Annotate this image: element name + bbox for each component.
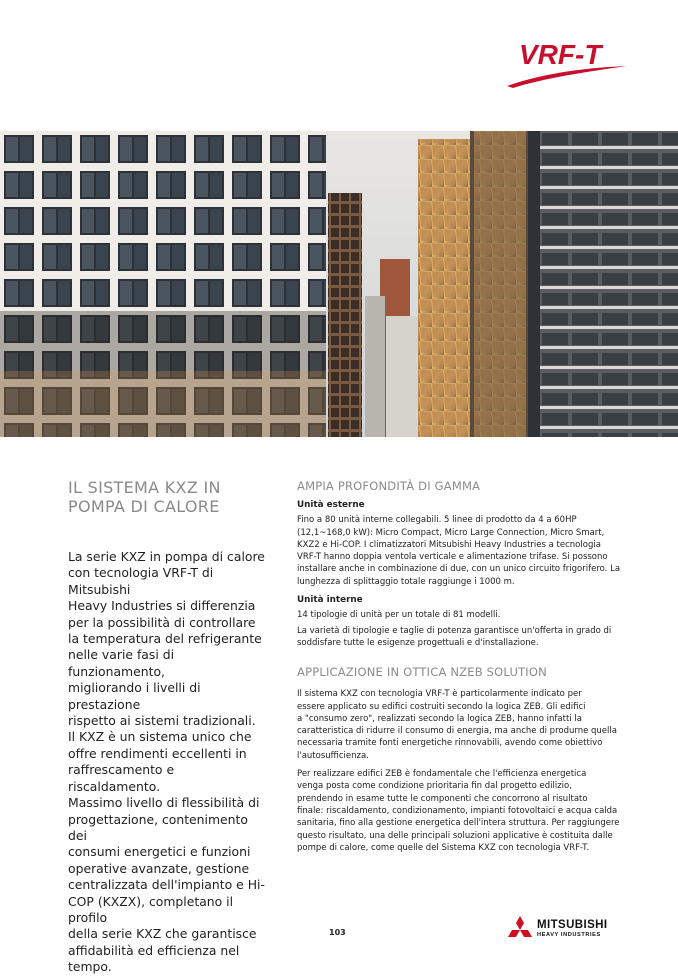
text-line: della serie KXZ che garantisce [68, 926, 257, 942]
paragraph-zeb-intro [297, 688, 639, 762]
text-line: necessaria tramite fonti energetiche rinnovabili, avendo come obiettivo [297, 738, 603, 749]
text-line: La serie KXZ in pompa di calore [68, 549, 265, 564]
text-line: (12,1~168,0 kW): Micro Compact, Micro Large Connection, Micro Smart, [297, 527, 605, 538]
brown-tower [328, 193, 362, 437]
text-line: consumi energetici e funzioni [68, 844, 251, 860]
text-line: l'autosufficienza. [297, 750, 369, 761]
paragraph-zeb-detail [297, 768, 639, 854]
text-line: Per realizzare edifici ZEB è fondamentale che l'efficienza energetica [297, 769, 587, 780]
text-line: sanitaria, fino alla gestione energetica dell'intera struttura. Per raggiungere [297, 818, 620, 829]
hero-photo [0, 131, 678, 437]
text-line: questo risultato, una delle principali soluzioni applicative è costituita dalle [297, 830, 613, 841]
text-line: Massimo livello di flessibilità di [68, 795, 260, 811]
three-diamonds-icon [505, 914, 535, 944]
text-line: per la possibilità di controllare [68, 614, 256, 630]
page-number: 103 [329, 928, 346, 937]
balcony-tower [528, 131, 678, 437]
text-line: COP (KXZX), completano il profilo [68, 893, 234, 925]
text-line: progettazione, contenimento dei [68, 811, 248, 843]
paragraph-varieta [297, 625, 639, 650]
text-line: venga posta come condizione prioritaria fin dal progetto edilizio, [297, 781, 572, 792]
subheading-unita-interne: Unità interne [297, 595, 363, 606]
text-line: Il sistema KXZ con tecnologia VRF-T è particolarmente indicato per [297, 689, 582, 700]
title-line: POMPA DI CALORE [68, 497, 220, 516]
text-line: essere applicato su edifici costruiti secondo la logica ZEB. Gli edifici [297, 701, 586, 712]
text-line: rispetto ai sistemi tradizionali. [68, 713, 256, 729]
section-title-gamma: AMPIA PROFONDITÀ DI GAMMA [297, 479, 481, 493]
text-line: Fino a 80 unità interne collegabili. 5 linee di prodotto da 4 a 60HP [297, 515, 577, 526]
text-line: la temperatura del refrigerante [68, 631, 262, 647]
section-title-kxz [68, 478, 268, 516]
text-line: offre rendimenti eccellenti in [68, 745, 247, 761]
text-line: nelle varie fasi di funzionamento, [68, 647, 175, 679]
text-line: KXZ2 e Hi-COP. I climatizzatori Mitsubishi Heavy Industries a tecnologia [297, 539, 601, 550]
text-line: VRF-T hanno doppia ventola verticale e alimentazione trifase. Si possono [297, 552, 608, 563]
text-line: prendendo in esame tutte le componenti che concorrono al risultato [297, 793, 588, 804]
subheading-unita-esterne: Unità esterne [297, 500, 365, 510]
text-line: soddisfare tutte le esigenze progettuali e d'installazione. [297, 637, 539, 648]
title-line: IL SISTEMA KXZ IN [68, 478, 221, 497]
left-column [68, 478, 268, 976]
text-line: a "consumo zero", realizzati secondo la logica ZEB, hanno infatti la [297, 713, 582, 724]
section-title-nzeb: APPLICAZIONE IN OTTICA NZEB SOLUTION [297, 665, 547, 680]
text-line: caratteristica di ridurre il consumo di energia, ma anche di produrne quella [297, 726, 617, 737]
text-line: centralizzata dell'impianto e Hi- [68, 877, 265, 893]
paragraph-unita-esterne [297, 514, 639, 588]
text-line: pompe di calore, come quelle del Sistema KXZ con tecnologia VRF-T. [297, 842, 590, 853]
right-column [297, 479, 639, 857]
text-line: Heavy Industries si differenzia [68, 598, 256, 614]
vrf-t-logo-text: VRF-T [519, 39, 602, 70]
company-subtitle: HEAVY INDUSTRIES [537, 932, 601, 938]
text-line: Il KXZ è un sistema unico che [68, 729, 252, 745]
text-line: La varietà di tipologie e taglie di potenza garantisce un'offerta in grado di [297, 625, 612, 636]
text-line: lunghezza di splittaggio totale raggiunge i 1000 m. [297, 576, 515, 587]
text-line: affidabilità ed efficienza nel [68, 942, 240, 958]
text-line: operative avanzate, gestione [68, 860, 250, 876]
text-line: tempo. [68, 959, 112, 975]
vrf-t-logo [505, 36, 633, 88]
company-name: MITSUBISHI [537, 919, 608, 931]
text-line: installare anche in combinazione di due, con un unico circuito frigorifero. La [297, 564, 621, 575]
intro-paragraph [68, 549, 268, 976]
mitsubishi-logo [505, 914, 625, 944]
text-line: con tecnologia VRF-T di Mitsubishi [68, 565, 214, 597]
text-line: raffrescamento e riscaldamento. [68, 762, 175, 794]
text-line: migliorando i livelli di prestazione [68, 680, 201, 712]
text-line: finale: riscaldamento, condizionamento, impianti fotovoltaici e acqua calda [297, 805, 618, 816]
paragraph-unita-interne: 14 tipologie di unità per un totale di 81 modelli. [297, 610, 501, 621]
